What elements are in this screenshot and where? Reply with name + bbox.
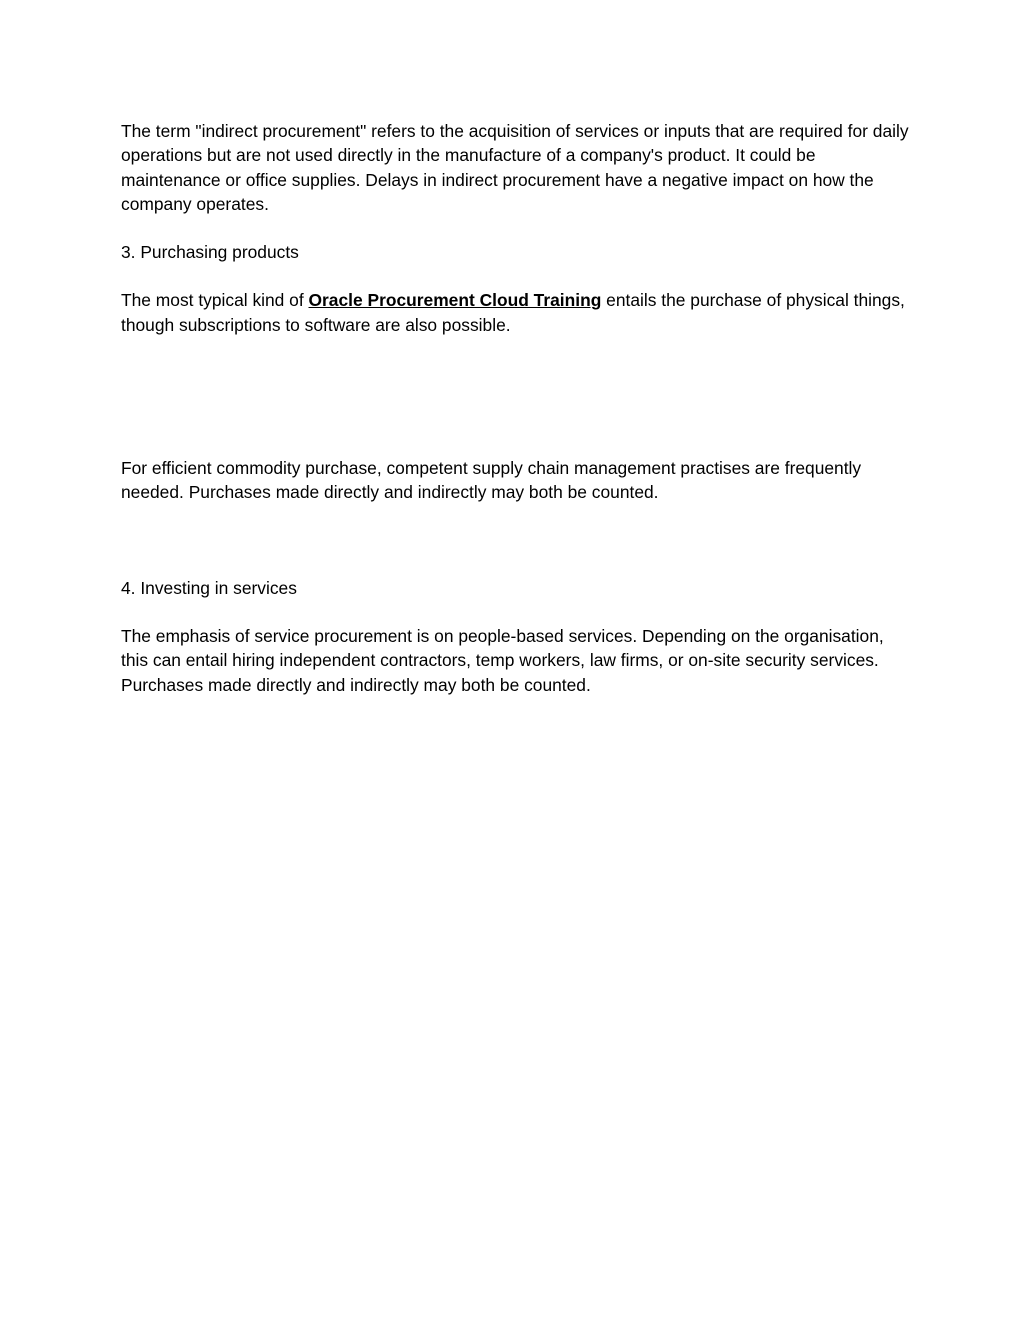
document-body — [121, 119, 911, 697]
paragraph-indirect-procurement: The term "indirect procurement" refers to the acquisition of services or inputs that are required for daily operations but are not used directly in the manufacture of a company's product. It could be maintenance or office supplies. Delays in indirect procurement have a negative impact on how the company operates. — [121, 121, 909, 214]
heading-investing-services: 4. Investing in services — [121, 577, 297, 598]
paragraph-services: The emphasis of service procurement is on people-based services. Depending on the organisation, this can entail hiring independent contractors, temp workers, law firms, or on-site security services. Purchases made directly and indirectly may both be counted. — [121, 625, 884, 695]
paragraph-text-before-link: The most typical kind of — [121, 290, 309, 311]
paragraph-text-after-link: entails the purchase of physical things, though subscriptions to software are also possible. — [121, 290, 905, 335]
paragraph-purchasing-products — [121, 288, 911, 337]
paragraph-commodity-purchase: For efficient commodity purchase, competent supply chain management practises are frequently needed. Purchases made directly and indirectly may both be counted. — [121, 458, 862, 503]
spacer — [121, 216, 911, 240]
spacer — [121, 600, 911, 624]
oracle-procurement-link[interactable]: Oracle Procurement Cloud Training — [308, 290, 602, 311]
spacer — [121, 337, 911, 456]
spacer — [121, 505, 911, 576]
heading-purchasing-products: 3. Purchasing products — [121, 242, 299, 263]
spacer — [121, 264, 911, 288]
